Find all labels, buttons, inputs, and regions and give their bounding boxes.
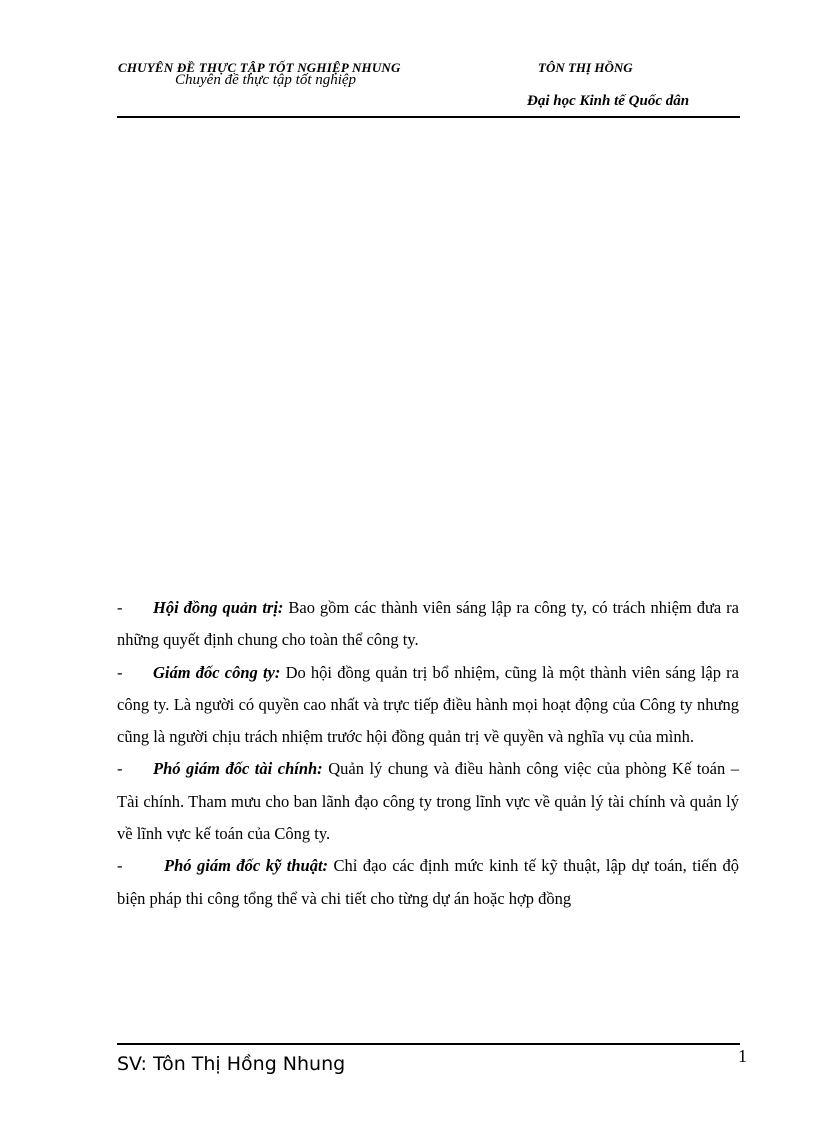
page-number: 1 (738, 1046, 747, 1066)
header-document-subtitle: Chuyên đề thực tập tốt nghiệp (175, 72, 357, 88)
header-document-title: CHUYÊN ĐỀ THỰC TẬP TỐT NGHIỆP NHUNG (118, 60, 401, 75)
header-divider (117, 116, 740, 118)
bullet-dash: - (117, 598, 123, 617)
paragraph-text: Quản lý chung và điều hành công việc của phòng Kế toán – Tài chính. Tham mưu cho ban lãnh đạo công ty trong lĩnh vực về quản lý tài chính và quản lý về lĩnh vực kế toán của Công ty. (117, 759, 739, 844)
paragraph-board-of-directors (117, 592, 739, 657)
term-label: Hội đồng quản trị: (153, 598, 284, 617)
term-label: Phó giám đốc tài chính: (153, 759, 323, 779)
paragraph-text: Chỉ đạo các định mức kinh tế kỹ thuật, lập dự toán, tiến độ biện pháp thi công tổng thể và chi tiết cho từng dự án hoặc hợp đồng (117, 856, 739, 908)
term-label: Giám đốc công ty: (153, 662, 281, 682)
paragraph-finance-deputy (117, 753, 739, 850)
paragraph-text: Do hội đồng quản trị bổ nhiệm, cũng là một thành viên sáng lập ra công ty. Là người có quyền cao nhất và trực tiếp điều hành mọi hoạt động của Công ty nhưng cũng là người chịu trách nhiệm trước hội đồng quản trị về quyền và nghĩa vụ của mình. (117, 662, 740, 747)
document-body (117, 592, 739, 915)
term-label: Phó giám đốc kỹ thuật: (164, 856, 329, 876)
paragraph-text: Bao gồm các thành viên sáng lập ra công ty, có trách nhiệm đưa ra những quyết định chung cho toàn thể công ty. (117, 598, 739, 650)
footer-divider (117, 1043, 740, 1045)
footer-student-name: SV: Tôn Thị Hồng Nhung (117, 1053, 346, 1075)
header-author-name: TÔN THỊ HỒNG (538, 60, 633, 75)
bullet-dash: - (117, 662, 123, 682)
bullet-dash: - (117, 759, 123, 779)
paragraph-technical-deputy (117, 850, 739, 915)
header-university: Đại học Kinh tế Quốc dân (527, 93, 690, 109)
bullet-dash: - (117, 856, 123, 876)
paragraph-company-director (117, 657, 739, 754)
